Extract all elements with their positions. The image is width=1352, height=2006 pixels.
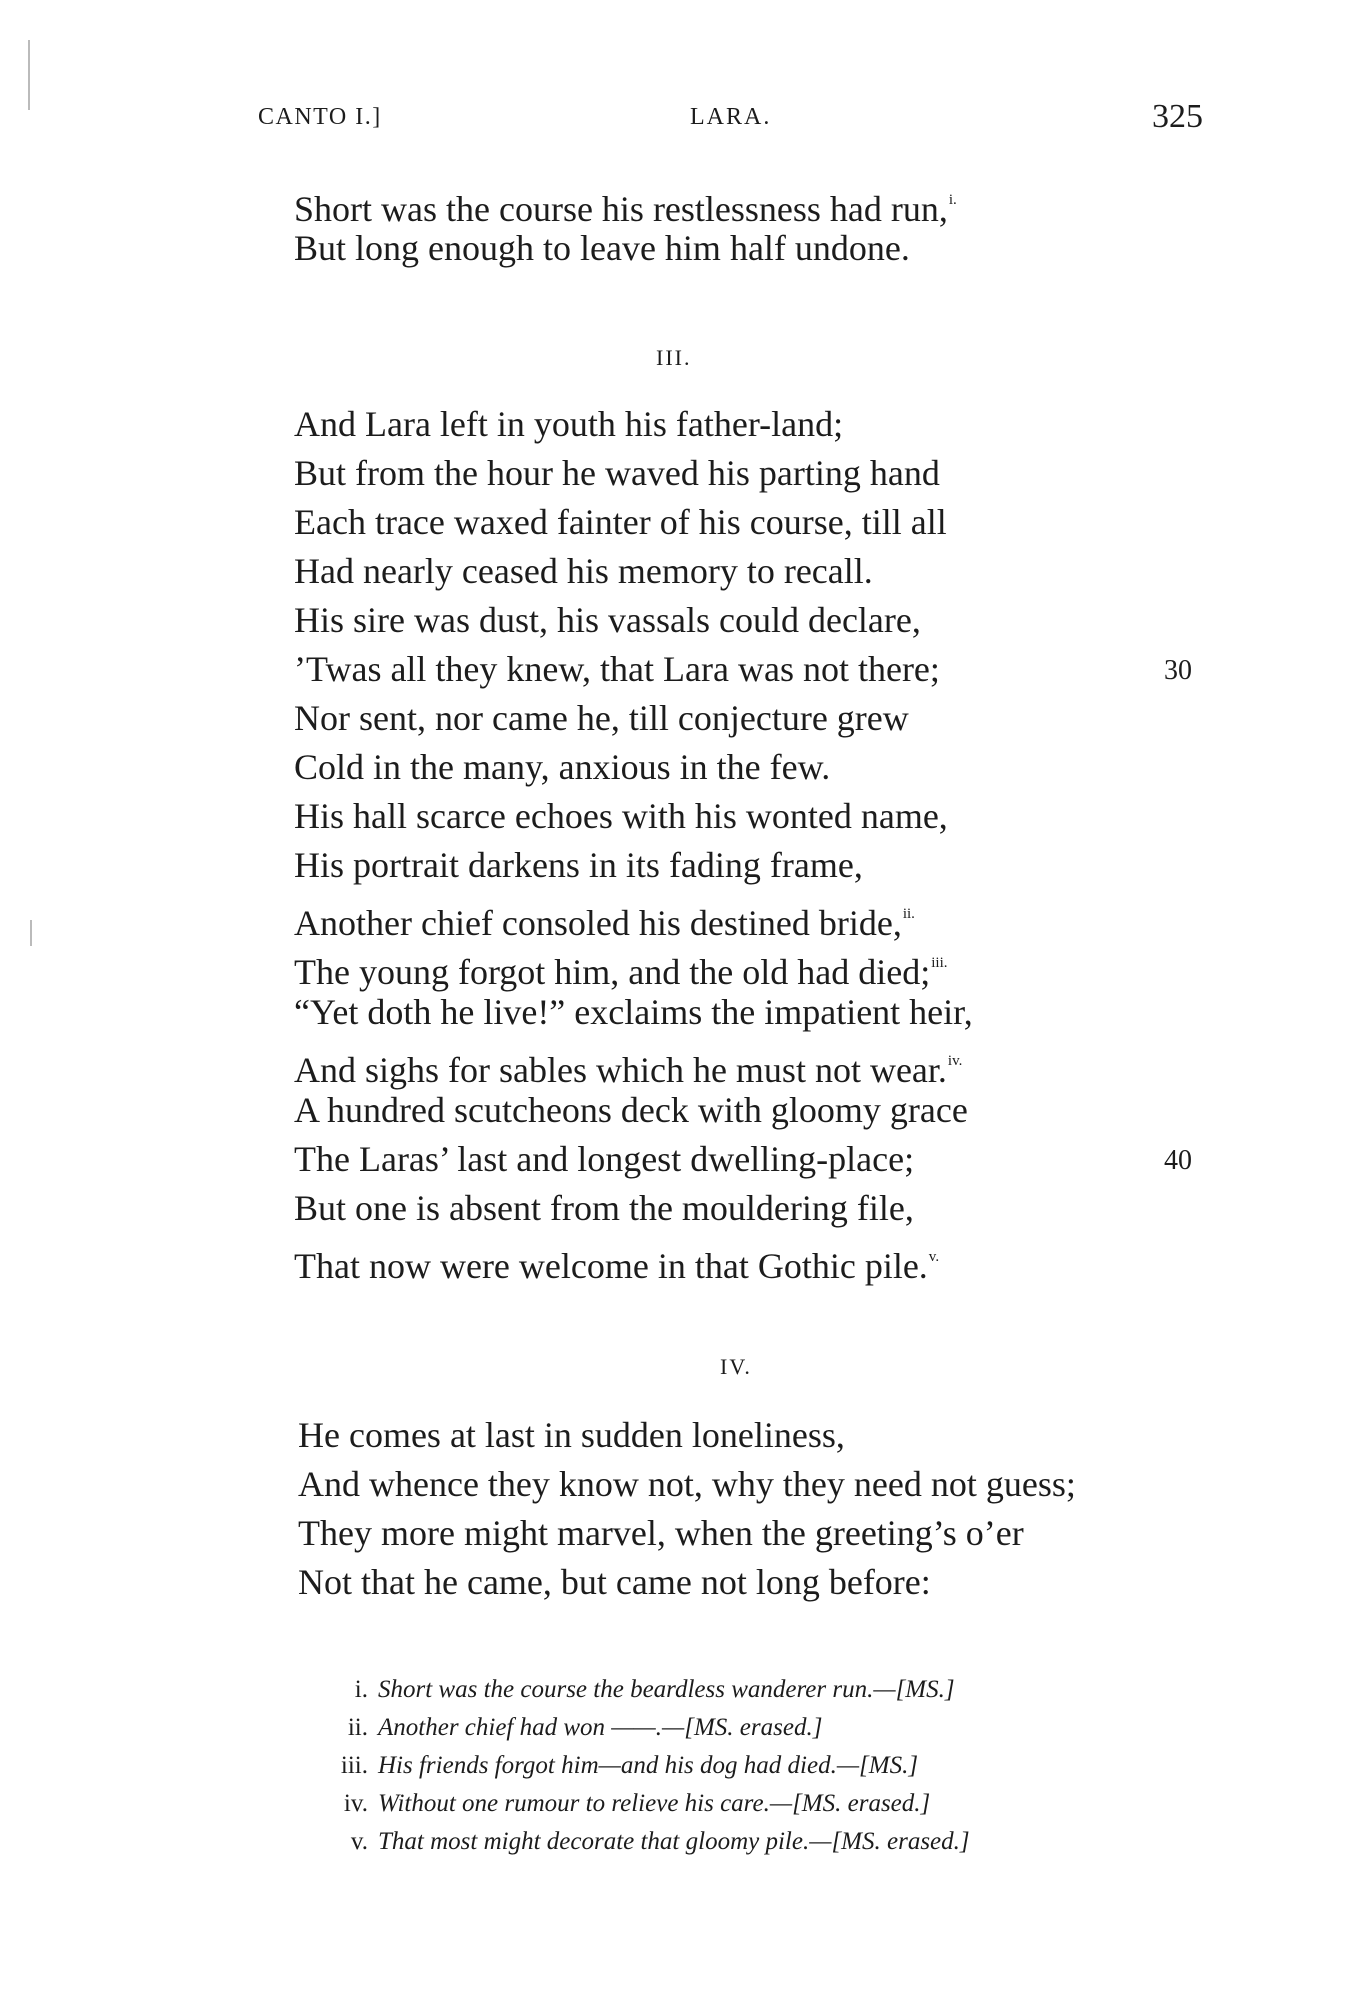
verse-line: Short was the course his restlessness had run,$^{i.}$ bbox=[294, 189, 957, 229]
verse-line: But from the hour he waved his parting hand bbox=[294, 453, 940, 493]
scan-mark bbox=[28, 40, 30, 110]
verse-line: The young forgot him, and the old had died;$^{iii.}$ bbox=[294, 952, 948, 992]
poem-title: LARA. bbox=[690, 104, 772, 130]
footnote-number: ii. bbox=[347, 1714, 368, 1741]
footnote-number: iii. bbox=[340, 1752, 368, 1779]
line-number-30: 30 bbox=[1164, 655, 1192, 686]
verse-line: The Laras’ last and longest dwelling-place; bbox=[294, 1139, 915, 1179]
running-header bbox=[0, 98, 1352, 144]
verse-line: But one is absent from the mouldering file, bbox=[294, 1188, 914, 1228]
footnote-number: iv. bbox=[343, 1790, 368, 1817]
footnote-text: Without one rumour to relieve his care.—[MS. erased.] bbox=[378, 1790, 931, 1817]
footnote-ref[interactable]: i. bbox=[948, 192, 957, 208]
verse-line: That now were welcome in that Gothic pile.$^{v.}$ bbox=[294, 1246, 940, 1286]
verse-line: Not that he came, but came not long before: bbox=[298, 1562, 931, 1602]
verse-line: And whence they know not, why they need not guess; bbox=[298, 1464, 1076, 1504]
footnote-text: His friends forgot him—and his dog had died.—[MS.] bbox=[378, 1752, 919, 1779]
verse-line: Each trace waxed fainter of his course, till all bbox=[294, 502, 947, 542]
footnote-item bbox=[318, 1672, 955, 1708]
footnote-ref[interactable]: ii. bbox=[902, 906, 915, 922]
section-numeral-iv: IV. bbox=[720, 1354, 752, 1379]
footnote-number: v. bbox=[350, 1828, 368, 1855]
footnote-ref[interactable]: v. bbox=[928, 1249, 940, 1265]
verse-line: They more might marvel, when the greeting’s o’er bbox=[298, 1513, 1024, 1553]
page-number: 325 bbox=[1152, 98, 1203, 135]
scan-mark bbox=[30, 920, 32, 946]
footnote-text: That most might decorate that gloomy pile.—[MS. erased.] bbox=[378, 1828, 970, 1855]
footnote-item bbox=[318, 1824, 970, 1860]
verse-line: Had nearly ceased his memory to recall. bbox=[294, 551, 873, 591]
verse-line: And sighs for sables which he must not wear.$^{iv.}$ bbox=[294, 1050, 963, 1090]
line-number-40: 40 bbox=[1164, 1145, 1192, 1176]
footnote-item bbox=[318, 1748, 918, 1784]
verse-line: A hundred scutcheons deck with gloomy grace bbox=[294, 1090, 968, 1130]
verse-line: Cold in the many, anxious in the few. bbox=[294, 747, 831, 787]
footnote-item bbox=[318, 1710, 822, 1746]
footnote-ref[interactable]: iii. bbox=[931, 955, 948, 971]
footnote-text: Short was the course the beardless wanderer run.—[MS.] bbox=[378, 1676, 955, 1703]
footnote-text: Another chief had won ——.—[MS. erased.] bbox=[378, 1714, 823, 1741]
verse-line: And Lara left in youth his father-land; bbox=[294, 404, 844, 444]
footnote-item bbox=[318, 1786, 930, 1822]
footnote-number: i. bbox=[354, 1676, 368, 1703]
verse-line: But long enough to leave him half undone. bbox=[294, 228, 910, 268]
section-numeral-iii: III. bbox=[656, 345, 692, 370]
verse-line: ’Twas all they knew, that Lara was not there; bbox=[294, 649, 940, 689]
verse-line: His portrait darkens in its fading frame, bbox=[294, 845, 863, 885]
verse-line: His hall scarce echoes with his wonted name, bbox=[294, 796, 948, 836]
verse-line: His sire was dust, his vassals could declare, bbox=[294, 600, 921, 640]
verse-line: Another chief consoled his destined bride,$^{ii.}$ bbox=[294, 903, 915, 943]
canto-label: CANTO I.] bbox=[258, 104, 382, 130]
footnote-ref[interactable]: iv. bbox=[947, 1053, 963, 1069]
verse-line: He comes at last in sudden loneliness, bbox=[298, 1415, 845, 1455]
verse-line: “Yet doth he live!” exclaims the impatient heir, bbox=[294, 992, 973, 1032]
verse-line: Nor sent, nor came he, till conjecture grew bbox=[294, 698, 909, 738]
